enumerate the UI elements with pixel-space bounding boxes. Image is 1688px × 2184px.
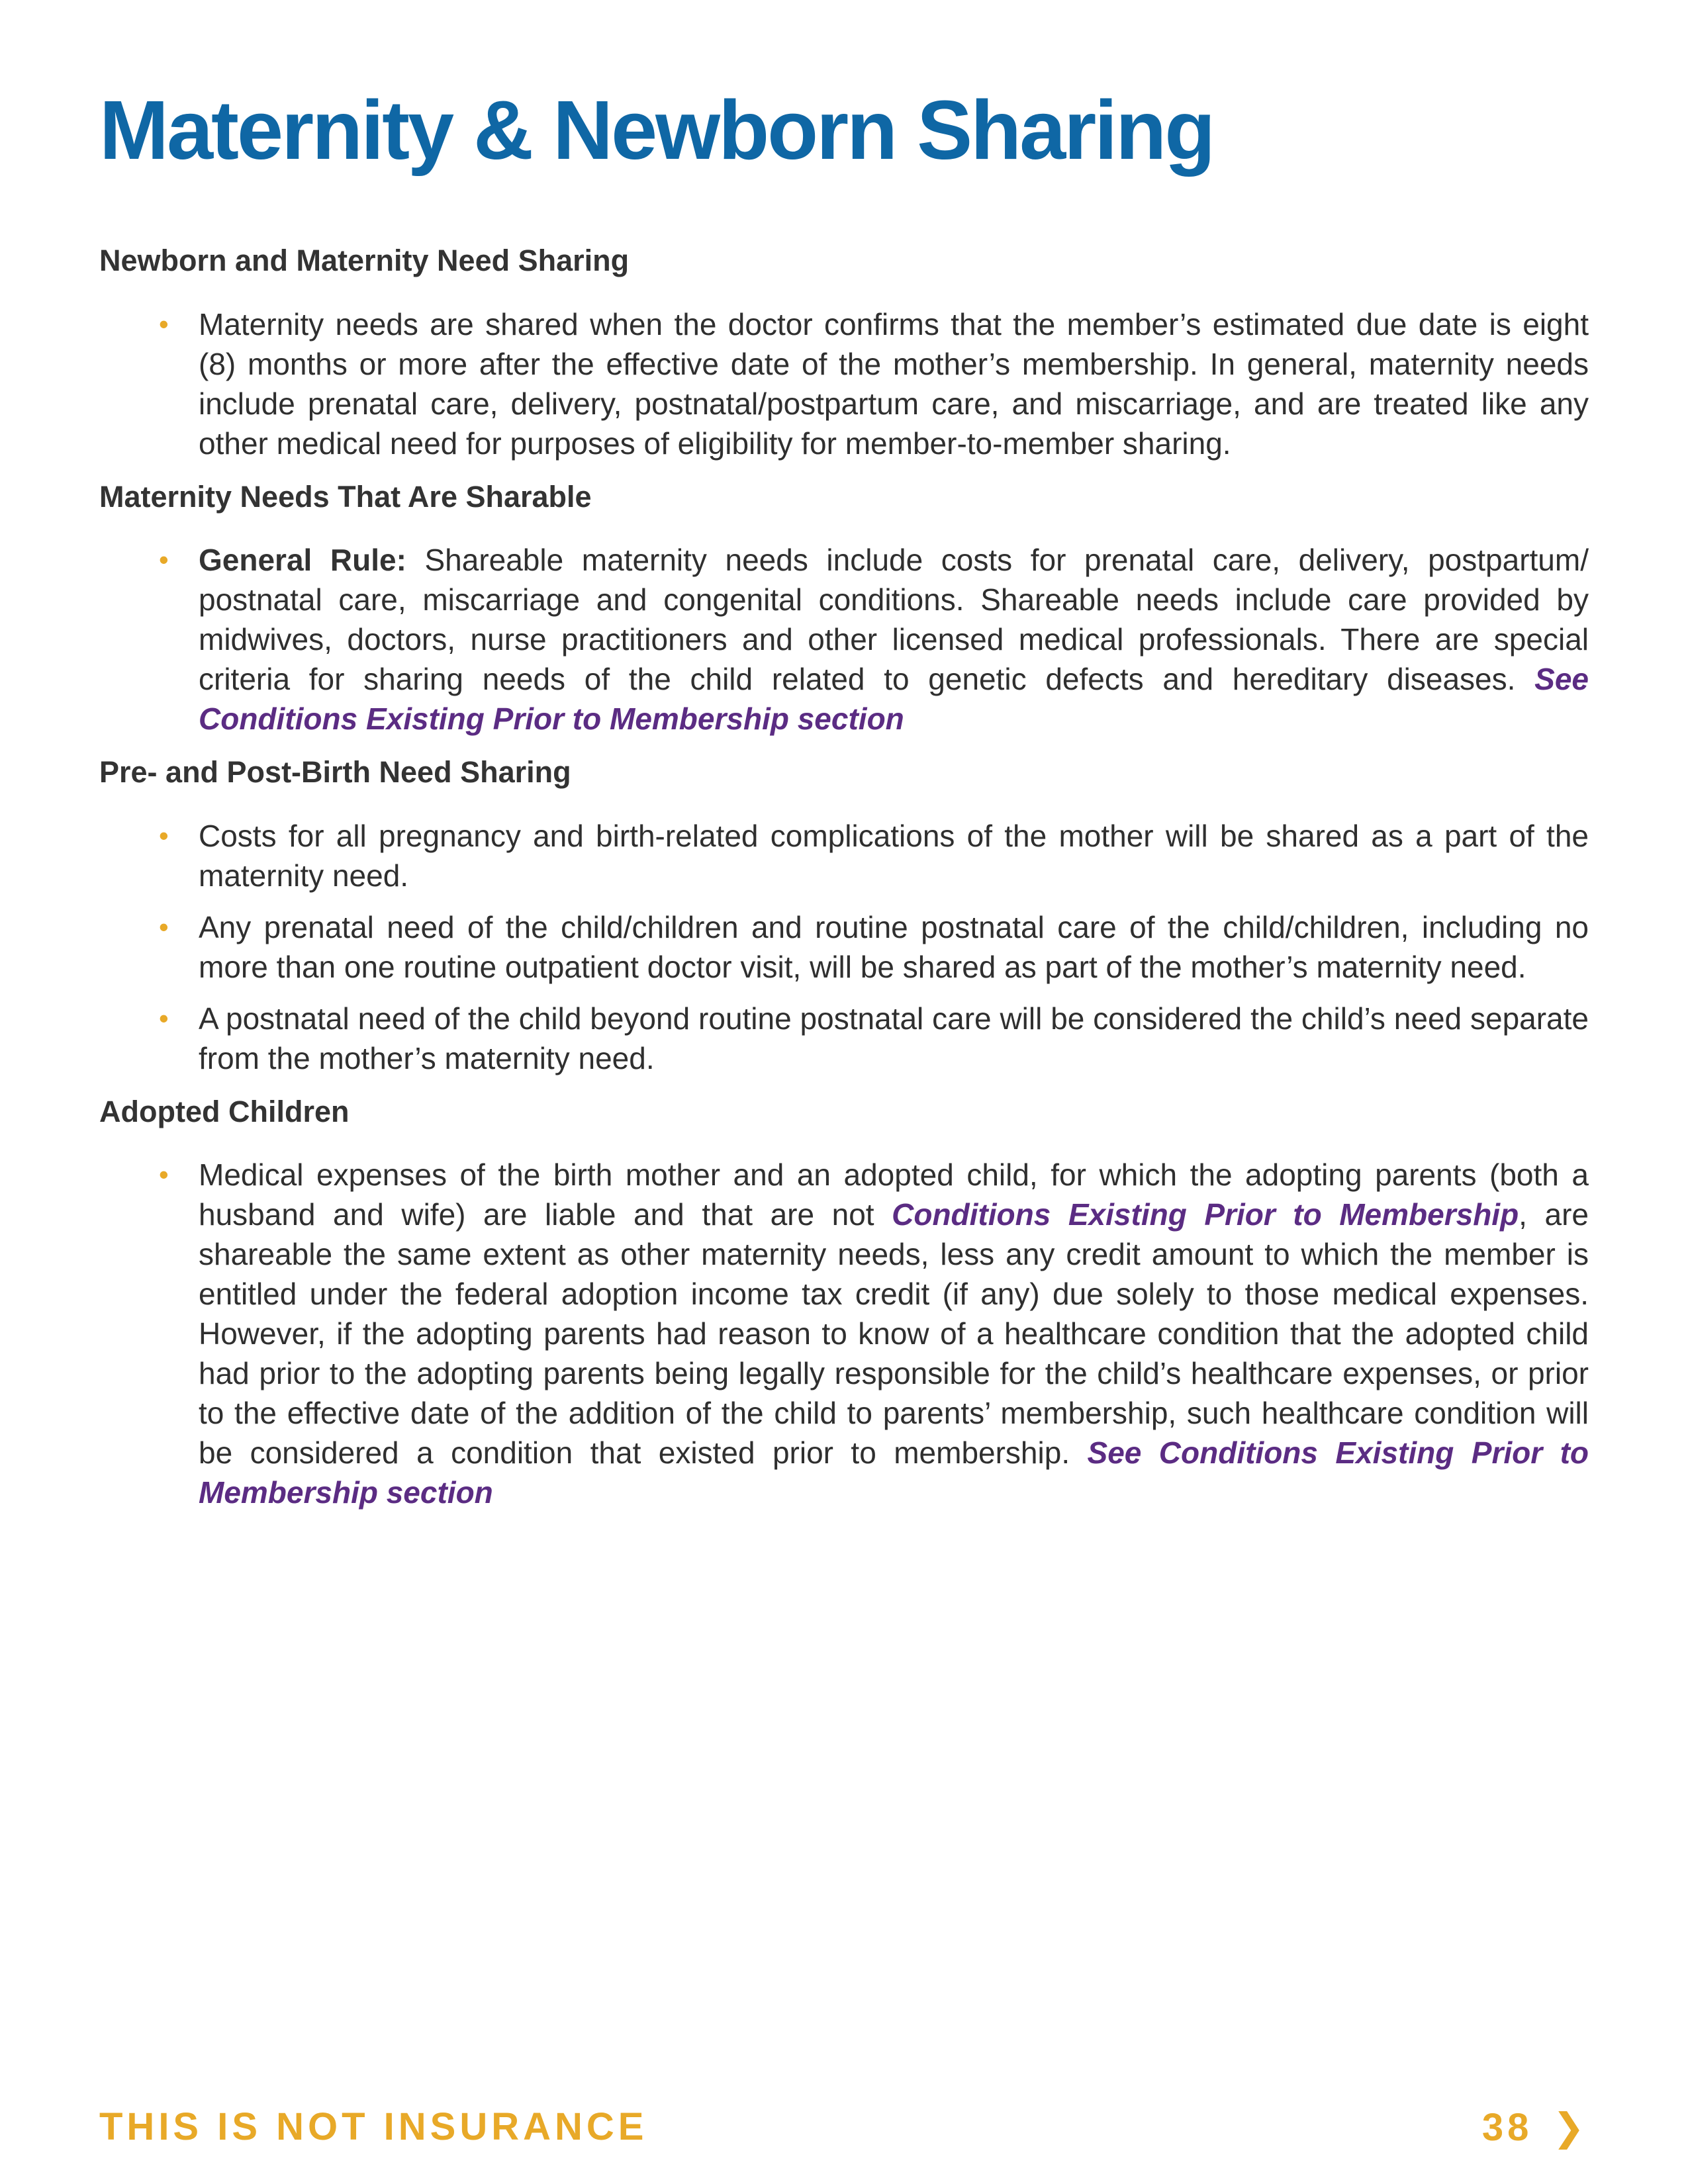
conditions-link[interactable]: Conditions Existing Prior to Membership: [892, 1197, 1519, 1232]
item-text: A postnatal need of the child beyond routine postnatal care will be considered the child’s need separate from the mother’s maternity need.: [199, 1001, 1589, 1075]
section-heading: Maternity Needs That Are Sharable: [99, 479, 592, 514]
bullet-list: [99, 816, 1589, 1078]
bullet-icon: •: [159, 308, 169, 340]
list-item: [99, 1155, 1589, 1512]
item-text: Medical expenses of the birth mother and an adopted child, for which the adopting parents (both a husband and wife) are liable and that are not: [199, 1158, 1589, 1232]
footer-disclaimer: THIS IS NOT INSURANCE: [99, 2105, 648, 2148]
list-item: [99, 540, 1589, 739]
item-text: , are shareable the same extent as other maternity needs, less any credit amount to which the member is entitled under the federal adoption income tax credit (if any) due solely to those medical expenses. However, if the adopting parents had reason to know of a healthcare condition that the adopted child had prior to the adopting parents being legally responsible for the child’s healthcare expenses, or prior to the effective date of the addition of the child to parents’ membership, such healthcare condition will be considered a condition that existed prior to membership.: [199, 1197, 1589, 1470]
bullet-icon: •: [159, 911, 169, 942]
list-item: [99, 999, 1589, 1078]
bullet-list: [99, 540, 1589, 739]
bullet-icon: •: [159, 1159, 169, 1190]
bullet-icon: •: [159, 1002, 169, 1034]
see-conditions-link[interactable]: See Conditions Existing Prior to Membership section: [199, 1435, 1589, 1510]
bullet-list: [99, 1155, 1589, 1512]
page-title: Maternity & Newborn Sharing: [99, 83, 1214, 177]
item-lead: General Rule:: [199, 543, 406, 577]
bullet-list: [99, 304, 1589, 463]
page-number: 38: [1481, 2105, 1533, 2149]
section-heading: Pre- and Post-Birth Need Sharing: [99, 755, 571, 789]
item-text: Any prenatal need of the child/children and routine postnatal care of the child/children, including no more than one routine outpatient doctor visit, will be shared as part of the mother’s maternity need.: [199, 909, 1589, 984]
bullet-icon: •: [159, 819, 169, 851]
list-item: [99, 907, 1589, 987]
section-heading: Newborn and Maternity Need Sharing: [99, 244, 630, 277]
footer-pagination: [1482, 2105, 1589, 2150]
item-text: Maternity needs are shared when the doctor confirms that the member’s estimated due date is eight (8) months or more after the effective date of the mother’s membership. In general, maternity needs include prenatal care, delivery, postnatal/postpartum care, and miscarriage, and are treated like any other medical need for purposes of eligibility for member-to-member sharing.: [199, 306, 1589, 461]
list-item: [99, 304, 1589, 463]
item-text: Costs for all pregnancy and birth-related complications of the mother will be shared as a part of the maternity need.: [199, 818, 1589, 893]
document-body: [99, 242, 1589, 1527]
item-text: Shareable maternity needs include costs for prenatal care, delivery, postpartum/ postnatal care, miscarriage and congenital conditions. Shareable needs include care provided by midwives, doctors, nurse practitioners and other licensed medical professionals. There are special criteria for sharing needs of the child related to genetic defects and hereditary diseases.: [199, 543, 1589, 696]
see-conditions-link[interactable]: See Conditions Existing Prior to Membership section: [199, 662, 1589, 736]
list-item: [99, 816, 1589, 895]
bullet-icon: •: [159, 544, 169, 575]
section-heading: Adopted Children: [99, 1094, 350, 1128]
chevron-right-icon[interactable]: ❯: [1552, 2106, 1589, 2149]
